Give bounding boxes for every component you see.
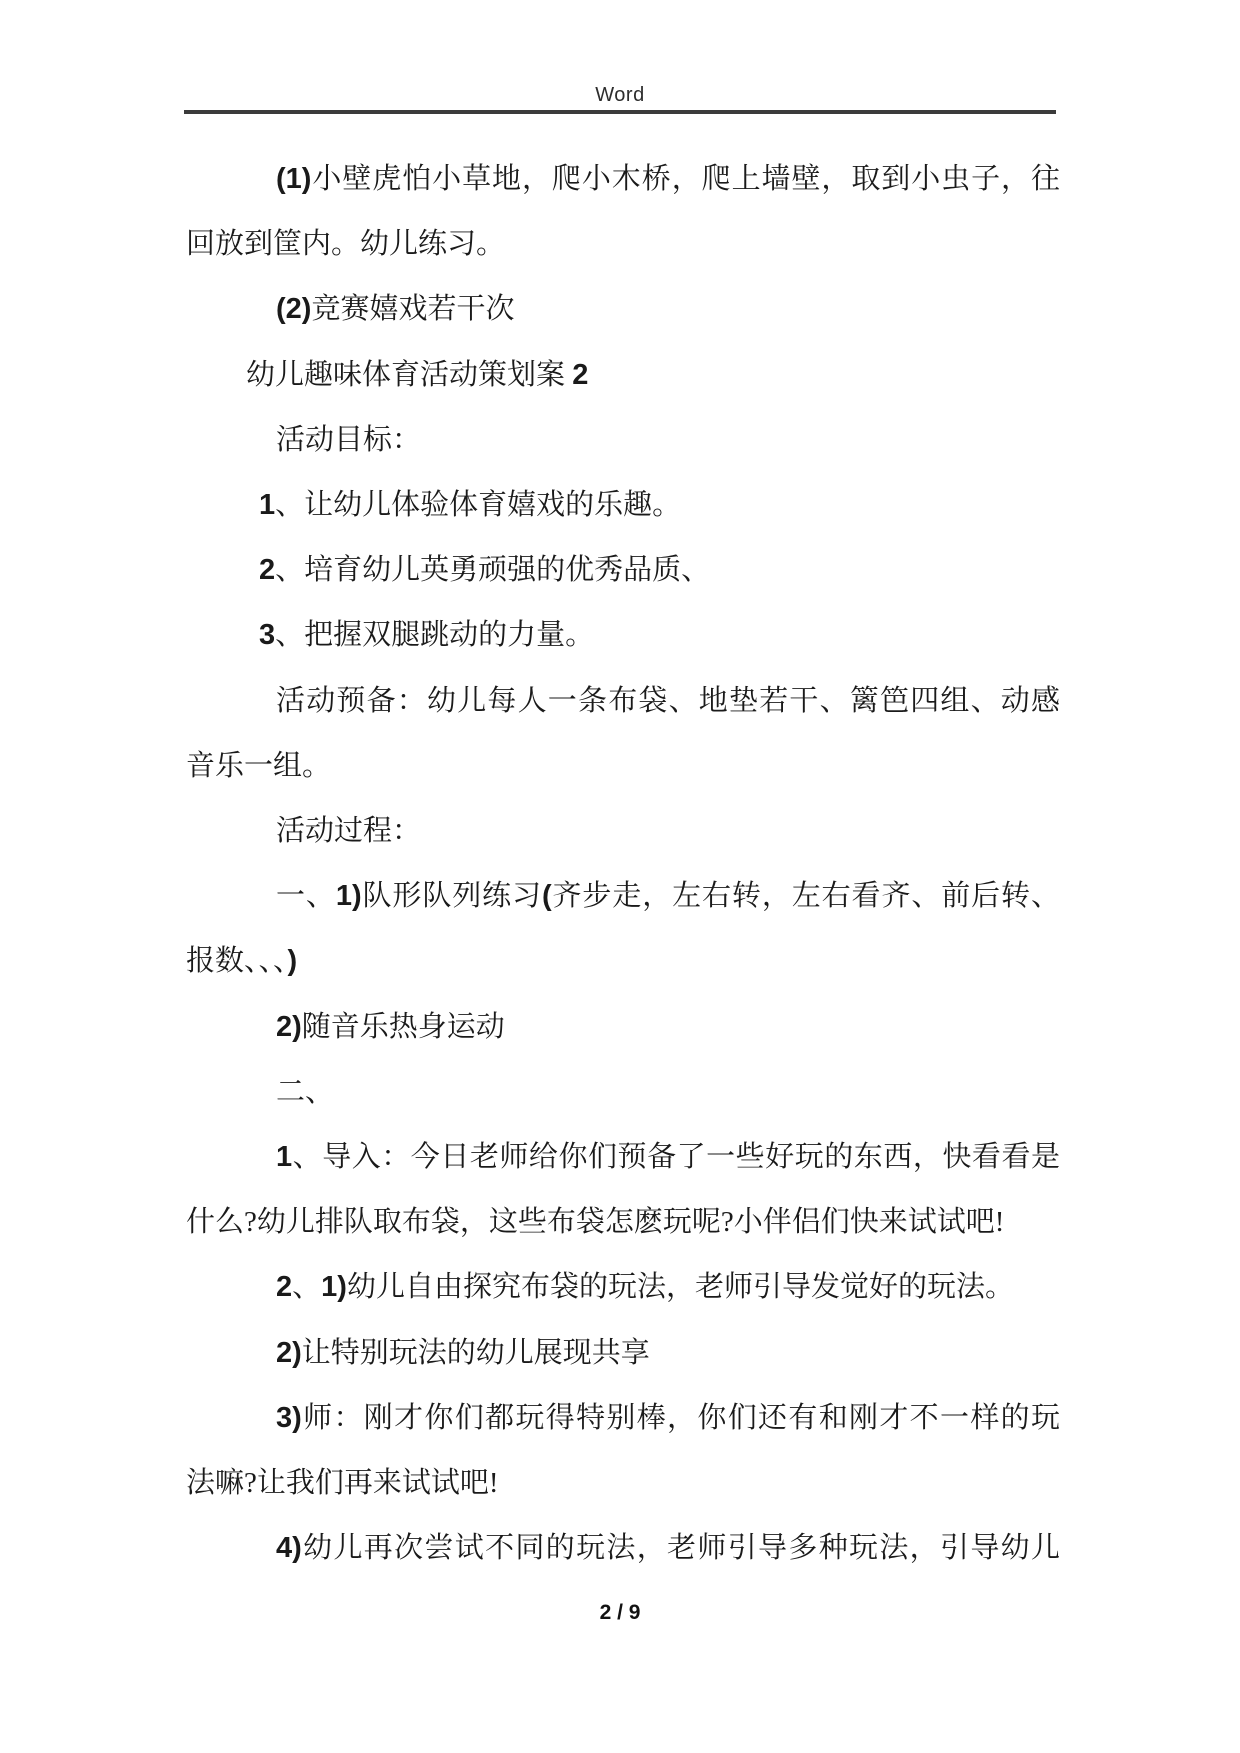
text-line: 2、培育幼儿英勇顽强的优秀品质、 <box>259 554 711 587</box>
text-line: 2、1)幼儿自由探究布袋的玩法，老师引导发觉好的玩法。 <box>276 1271 1014 1304</box>
text-line: 回放到筐内。幼儿练习。 <box>186 228 506 261</box>
text-line: 4)幼儿再次尝试不同的玩法，老师引导多种玩法，引导幼儿 <box>276 1532 1060 1565</box>
text-line: (1)小壁虎怕小草地，爬小木桥，爬上墙壁，取到小虫子，往 <box>276 163 1060 195</box>
latin-text: 2 <box>572 358 589 391</box>
text-line: 什么?幼儿排队取布袋，这些布袋怎麽玩呢?小伴侣们快来试试吧! <box>186 1206 1005 1239</box>
latin-text: 1 <box>276 1141 293 1174</box>
text-line: 2)随音乐热身运动 <box>276 1010 505 1043</box>
text-line: 一、1)队形队列练习(齐步走，左右转，左右看齐、前后转、 <box>276 880 1060 913</box>
latin-text: 1) <box>335 880 362 913</box>
latin-text: (2) <box>276 293 312 326</box>
page-header-title: Word <box>595 84 645 106</box>
latin-text: 1 <box>259 489 276 522</box>
latin-text: 2 <box>276 1271 293 1304</box>
latin-text: 3) <box>276 1401 302 1434</box>
text-line: 1、导入：今日老师给你们预备了一些好玩的东西，快看看是 <box>276 1141 1060 1174</box>
text-line: 2)让特别玩法的幼儿展现共享 <box>276 1336 650 1369</box>
document-body <box>186 147 1060 1581</box>
latin-text: 2 <box>259 554 276 587</box>
text-line: 二、 <box>276 1075 335 1108</box>
text-line: 3、把握双腿跳动的力量。 <box>259 619 595 652</box>
header-divider-line <box>184 110 1056 114</box>
latin-text: 3 <box>259 619 276 652</box>
latin-text: ) <box>287 945 298 978</box>
text-line: 幼儿趣味体育活动策划案 2 <box>246 358 589 391</box>
text-line: 活动目标： <box>276 423 422 456</box>
text-line: 报数、、、) <box>186 945 298 978</box>
text-line: (2)竞赛嬉戏若干次 <box>276 293 515 326</box>
text-line: 活动预备：幼儿每人一条布袋、地垫若干、篱笆四组、动感 <box>276 684 1060 717</box>
page-number: 2 / 9 <box>599 1601 641 1624</box>
latin-text: 1) <box>321 1271 347 1304</box>
latin-text: 2) <box>276 1010 302 1043</box>
text-line: 活动过程： <box>276 815 422 848</box>
latin-text: ( <box>541 880 552 913</box>
text-line: 3)师：刚才你们都玩得特别棒，你们还有和刚才不一样的玩 <box>276 1401 1060 1434</box>
text-line: 法嘛?让我们再来试试吧! <box>186 1467 499 1500</box>
latin-text: 2) <box>276 1336 302 1369</box>
latin-text: 4) <box>276 1532 302 1565</box>
text-line: 音乐一组。 <box>186 749 332 782</box>
text-line: 1、让幼儿体验体育嬉戏的乐趣。 <box>259 489 682 522</box>
latin-text: (1) <box>276 163 312 195</box>
